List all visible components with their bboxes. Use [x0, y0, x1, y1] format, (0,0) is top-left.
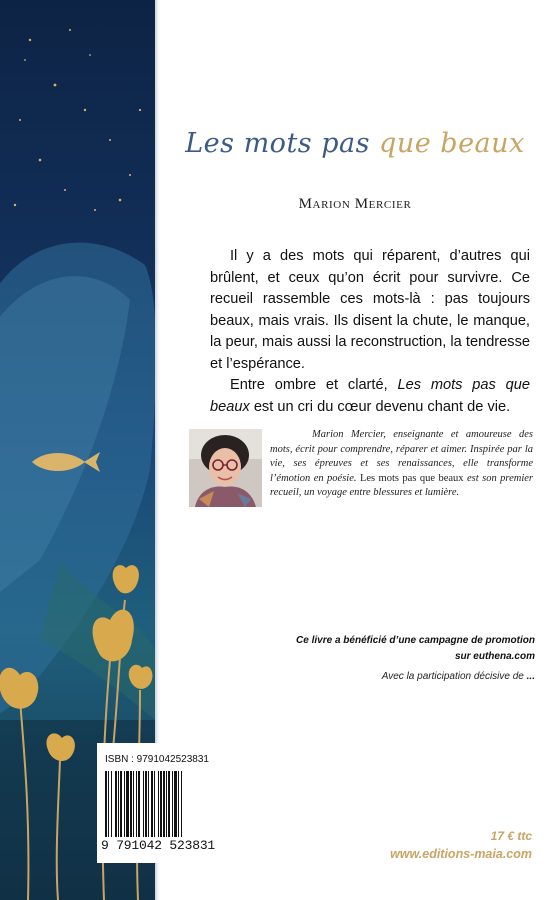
barcode-bar	[108, 771, 109, 837]
book-title	[150, 128, 560, 159]
bio-text-2: est son premier recueil, un voyage entre blessures et lumière.	[270, 472, 534, 499]
barcode-bar	[136, 771, 137, 837]
blurb-paragraph-2	[210, 375, 530, 418]
price-label: 17 € ttc	[490, 829, 532, 843]
publisher-website-link[interactable]: www.editions-maia.com	[390, 847, 532, 861]
barcode-digits: 9 791042 523831	[101, 838, 216, 853]
author-portrait-illustration	[189, 429, 262, 507]
barcode-bar	[181, 771, 182, 837]
barcode-bar	[130, 771, 132, 837]
barcode-bar	[158, 771, 159, 837]
barcode-bar	[111, 771, 112, 837]
promotion-line-2: sur euthena.com	[454, 651, 535, 662]
bio-text-1: Marion Mercier, enseignante et amoureuse des mots, écrit pour comprendre, réparer et aimer. Inspirée par la vie, ses épreuves et ses renaissances, elle transforme l’émotion en poésie.	[270, 429, 533, 484]
barcode-icon	[105, 771, 213, 837]
barcode-bar	[118, 771, 119, 837]
barcode-bar	[172, 771, 173, 837]
barcode-bar	[145, 771, 147, 837]
blurb-p2-title: Les mots pas que beaux	[210, 377, 530, 415]
barcode-bar	[151, 771, 153, 837]
barcode-bar	[138, 771, 140, 837]
author-photo	[189, 429, 262, 507]
barcode-bar	[163, 771, 165, 837]
back-cover-blurb	[210, 246, 530, 418]
participation-notice	[235, 671, 535, 682]
barcode-bar	[178, 771, 179, 837]
book-title-part2: que beaux	[379, 128, 525, 159]
blurb-p2-start: Entre ombre et clarté,	[230, 377, 398, 393]
author-bio	[270, 428, 533, 501]
moon-icon	[98, 22, 148, 80]
barcode-bar	[105, 771, 107, 837]
barcode-bar	[166, 771, 167, 837]
barcode-bar	[133, 771, 134, 837]
blurb-p2-end: est un cri du cœur devenu chant de vie.	[249, 398, 511, 415]
barcode-bar	[120, 771, 122, 837]
isbn-label: ISBN : 9791042523831	[105, 754, 209, 765]
promotion-line-1: Ce livre a bénéficié d’une campagne de promotion	[296, 635, 535, 646]
barcode-bar	[154, 771, 155, 837]
blurb-paragraph-1: Il y a des mots qui réparent, d’autres qui brûlent, et ceux qu’on écrit pour survivre. Ce recueil rassemble ces mots-là : pas toujours beaux, mais vrais. Ils disent la chute, le manque, la peur, mais aussi la reconstruction, la tendresse et l’espérance.	[210, 248, 530, 372]
barcode-bar	[174, 771, 177, 837]
barcode-bar	[148, 771, 149, 837]
barcode-bar	[124, 771, 125, 837]
promotion-notice	[235, 633, 535, 665]
barcode-panel	[97, 743, 220, 863]
barcode-bar	[168, 771, 170, 837]
participation-ellipsis: ...	[526, 671, 535, 682]
barcode-bar	[143, 771, 144, 837]
bio-book-title: Les mots pas que beaux	[359, 472, 464, 484]
barcode-bar	[115, 771, 117, 837]
participation-text: Avec la participation décisive de	[381, 671, 527, 682]
author-name: Marion Mercier	[298, 196, 412, 212]
barcode-bar	[126, 771, 129, 837]
barcode-bar	[160, 771, 162, 837]
book-title-part1: Les mots pas	[185, 128, 380, 159]
